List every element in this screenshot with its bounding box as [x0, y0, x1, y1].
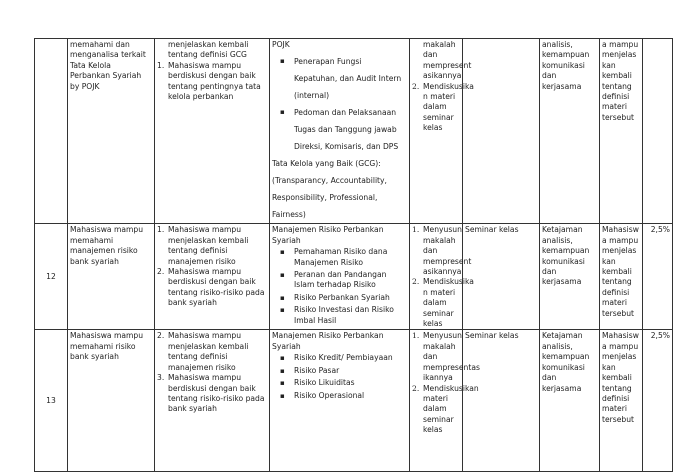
assessment-cell: [600, 224, 643, 330]
material-bullet-item: [272, 293, 407, 303]
method-list: [412, 40, 474, 134]
material-bullet-text: Risiko Pasar: [294, 365, 340, 375]
list-item-text: Menyusun makalah dan mempresentas ikannya: [423, 331, 480, 383]
meeting-number-cell: [35, 224, 68, 330]
list-item: [412, 331, 480, 383]
material-intro: Manajemen Risiko Perbankan Syariah: [272, 331, 384, 351]
material-bullet-list: [272, 53, 407, 155]
material-bullet-text: Peranan dan Pandangan Islam terhadap Risiko: [294, 270, 387, 290]
assessment-text: a mampu menjelas kan kembali tentang definisi materi tersebut: [602, 40, 639, 122]
material-cell: [270, 224, 410, 330]
assessment-text: Mahasisw a mampu menjelas kan kembali tentang definisi materi tersebut: [602, 225, 639, 318]
list-item: [412, 383, 479, 436]
material-cell: [270, 39, 410, 224]
meeting-number: 12: [46, 272, 56, 282]
weight-text: 2,5%: [650, 331, 670, 341]
learning-form-text: Seminar kelas: [465, 331, 519, 341]
material-bullet-text: Risiko Likuiditas: [294, 378, 355, 388]
bullet-icon: ▪: [280, 366, 285, 375]
list-item-text: Mahasiswa mampu berdiskusi dengan baik tentang pentingnya tata kelola perbankan: [168, 60, 261, 102]
list-item: [412, 225, 472, 277]
criteria-cell: [540, 330, 600, 472]
material-intro-line: [272, 225, 407, 246]
material-note-line: [272, 155, 407, 172]
material-bullet-text: Pemahaman Risiko dana Manajemen Risiko: [294, 247, 388, 267]
bullet-icon: ▪: [280, 379, 285, 388]
method-list: [412, 331, 480, 435]
indicator-list: [157, 331, 267, 414]
material-bullet-item: [272, 378, 407, 388]
list-number: 1.: [157, 60, 165, 70]
bullet-icon: ▪: [280, 391, 285, 400]
table-row: [35, 224, 673, 330]
material-note-text: Responsibility, Professional, Fairness): [272, 193, 378, 220]
list-item: [157, 225, 267, 267]
list-item: [412, 81, 474, 134]
material-bullet-list: [272, 353, 407, 401]
material-bullet-item: [272, 270, 407, 291]
material-bullet-item: [272, 366, 407, 376]
material-bullet-item: [272, 104, 407, 155]
material-bullet-text: Risiko Operasional: [294, 390, 365, 400]
meeting-number: 13: [46, 396, 56, 406]
material-bullet-text: Risiko Perbankan Syariah: [294, 292, 390, 302]
criteria-cell: [540, 224, 600, 330]
list-item-text: Mahasiswa mampu berdiskusi dengan baik tentang risiko-risiko pada bank syariah: [168, 267, 265, 308]
list-item: [157, 40, 267, 61]
list-item-text: Mendiskusika n materi dalam seminar kelas: [423, 81, 474, 133]
material-bullet-item: [272, 391, 407, 401]
assessment-text: Mahasisw a mampu menjelas kan kembali tentang definisi materi tersebut: [602, 331, 639, 424]
learning-outcome-cell: [68, 39, 155, 224]
criteria-cell: [540, 39, 600, 224]
learning-outcome-text: Mahasiswa mampu memahami risiko bank syariah: [70, 331, 144, 362]
meeting-number-cell: [35, 330, 68, 472]
material-bullet-list: [272, 247, 407, 326]
list-number: 1.: [412, 225, 420, 235]
method-cell: [410, 39, 474, 224]
indicator-cell: [155, 330, 270, 472]
material-bullet-text: Risiko Investasi dan Risiko Imbal Hasil: [294, 305, 394, 325]
material-bullet-text: Pedoman dan Pelaksanaan Tugas dan Tanggung jawab Direksi, Komisaris, dan DPS: [294, 108, 399, 152]
criteria-text: analisis, kemampuan komunikasi dan kerjasama: [542, 40, 590, 91]
method-cell: [410, 330, 480, 472]
material-cell: [270, 330, 410, 472]
material-intro-line: [272, 331, 407, 352]
list-number: 2.: [157, 267, 165, 277]
bullet-icon: ▪: [280, 57, 285, 66]
list-item-text: menjelaskan kembali tentang definisi GCG: [168, 40, 249, 60]
material-bullet-text: Risiko Kredit/ Pembiayaan: [294, 353, 393, 363]
course-plan-table: [34, 38, 673, 472]
weight-text: 2,5%: [650, 225, 670, 235]
learning-outcome-cell: [68, 330, 155, 472]
material-intro-line: [272, 40, 407, 50]
learning-form-text: Seminar kelas: [465, 225, 519, 235]
list-number: 2.: [412, 277, 420, 287]
indicator-list: [157, 225, 267, 308]
table-row: [35, 330, 673, 472]
material-bullet-item: [272, 53, 407, 104]
material-note-line: [272, 189, 407, 223]
criteria-text: Ketajaman analisis, kemampuan komunikasi dan kerjasama: [542, 225, 590, 287]
list-item: [157, 267, 267, 309]
indicator-cell: [155, 39, 270, 224]
list-number: 2.: [157, 331, 165, 341]
bullet-icon: ▪: [280, 248, 285, 257]
material-bullet-item: [272, 353, 407, 363]
method-list: [412, 225, 474, 329]
material-intro: Manajemen Risiko Perbankan Syariah: [272, 225, 384, 245]
list-item: [412, 40, 472, 82]
material-bullet-text: Penerapan Fungsi Kepatuhan, dan Audit Intern (internal): [294, 57, 402, 101]
weight-cell: [643, 39, 673, 224]
assessment-cell: [600, 39, 643, 224]
learning-outcome-text: memahami dan menganalisa terkait Tata Kelola Perbankan Syariah by POJK: [70, 40, 146, 91]
bullet-icon: ▪: [280, 108, 285, 117]
meeting-number-cell: [35, 39, 68, 224]
list-item-text: Mahasiswa mampu berdiskusi dengan baik tentang risiko-risiko pada bank syariah: [168, 373, 265, 414]
list-item: [412, 277, 474, 329]
list-number: 2.: [412, 81, 420, 91]
list-item: [157, 331, 267, 373]
list-item-text: Mendiskusika n materi dalam seminar kelas: [423, 277, 474, 329]
learning-outcome-text: Mahasiswa mampu memahami manajemen risiko bank syariah: [70, 225, 144, 266]
assessment-cell: [600, 330, 643, 472]
material-intro: POJK: [272, 40, 290, 49]
list-item-text: makalah dan mempresent asikannya: [423, 40, 472, 81]
list-item-text: Menyusun makalah dan mempresent asikannya: [423, 225, 472, 277]
learning-outcome-cell: [68, 224, 155, 330]
list-item: [157, 373, 267, 415]
list-item-text: Mendiskusikan materi dalam seminar kelas: [423, 383, 479, 435]
criteria-text: Ketajaman analisis, kemampuan komunikasi dan kerjasama: [542, 331, 590, 393]
list-item-text: Mahasiswa mampu menjelaskan kembali tentang definisi manajemen risiko: [168, 225, 249, 266]
learning-form-cell: [463, 224, 540, 330]
list-number: 1.: [157, 225, 165, 235]
indicator-list: [157, 40, 267, 102]
bullet-icon: ▪: [280, 293, 285, 302]
indicator-cell: [155, 224, 270, 330]
weight-cell: [643, 224, 673, 330]
material-bullet-item: [272, 247, 407, 268]
list-item: [157, 61, 267, 103]
list-number: 2.: [412, 383, 420, 393]
material-note-line: [272, 172, 407, 189]
bullet-icon: ▪: [280, 354, 285, 363]
weight-cell: [643, 330, 673, 472]
bullet-icon: ▪: [280, 306, 285, 315]
list-item-text: Mahasiswa mampu menjelaskan kembali tentang definisi manajemen risiko: [168, 331, 249, 372]
learning-form-cell: [463, 330, 540, 472]
table-row: [35, 39, 673, 224]
material-bullet-item: [272, 305, 407, 326]
list-number: 1.: [412, 331, 420, 341]
list-number: 3.: [157, 373, 165, 383]
material-note-text: Tata Kelola yang Baik (GCG):: [272, 159, 381, 169]
bullet-icon: ▪: [280, 271, 285, 280]
material-note-text: (Transparancy, Accountability,: [272, 176, 387, 186]
method-cell: [410, 224, 474, 330]
learning-form-cell: [463, 39, 540, 224]
